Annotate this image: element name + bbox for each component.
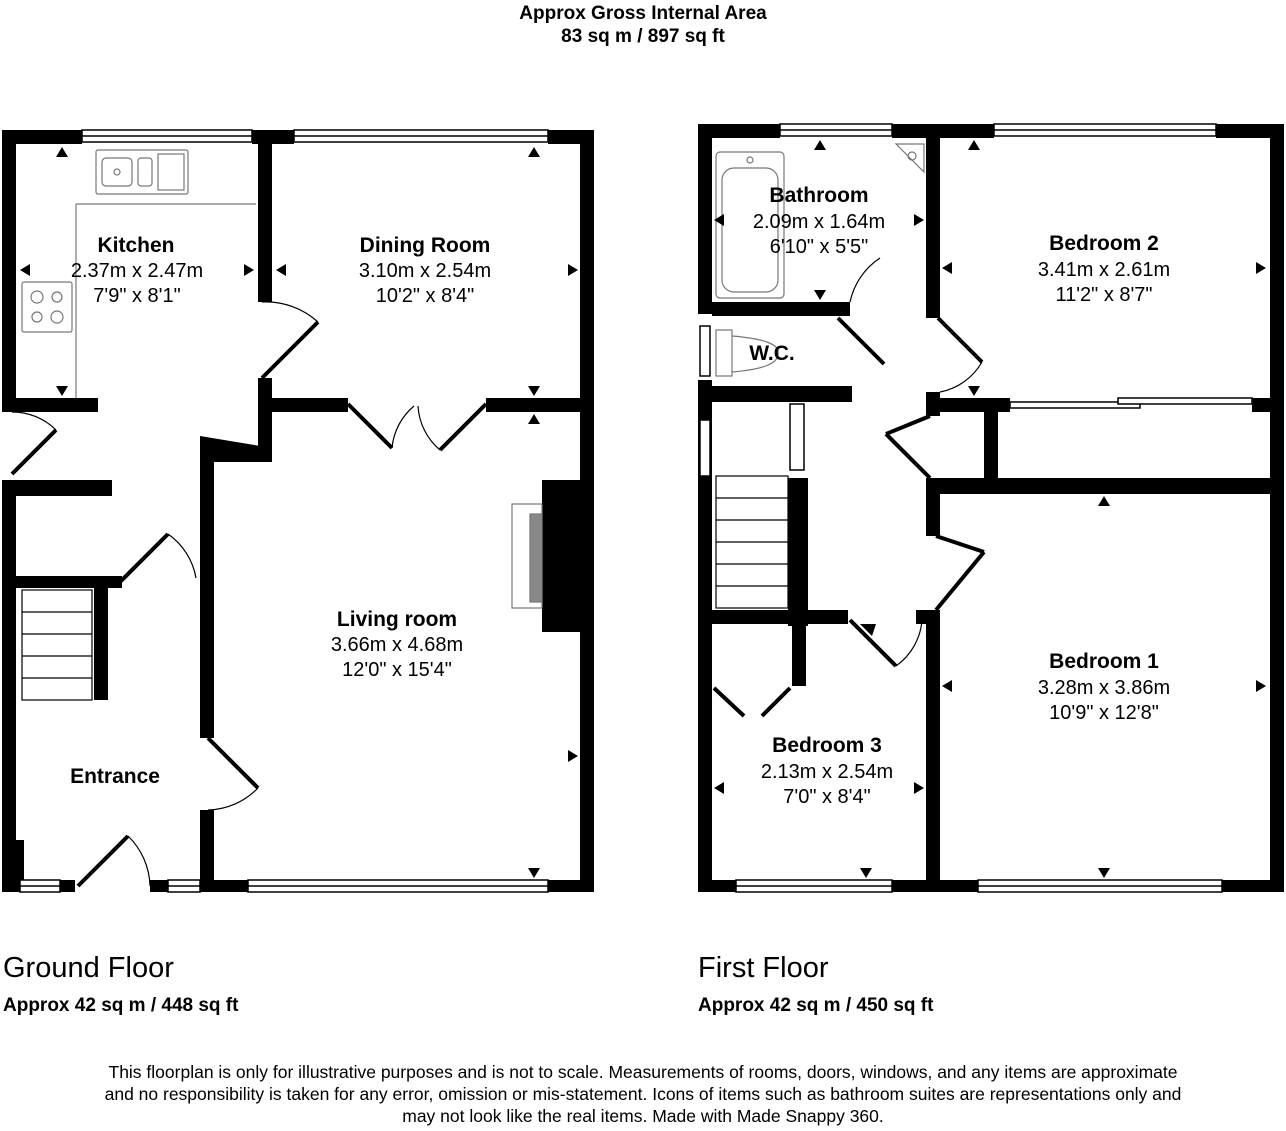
toilet-icon <box>716 330 732 376</box>
kitchen-metric: 2.37m x 2.47m <box>70 260 204 282</box>
bedroom1-name: Bedroom 1 <box>1049 650 1159 673</box>
kitchen-imperial: 7'9" x 8'1" <box>93 285 181 307</box>
bedroom1-imperial: 10'9" x 12'8" <box>1049 702 1159 724</box>
bedroom2-metric: 3.41m x 2.61m <box>1037 259 1171 281</box>
sink-icon <box>96 150 188 194</box>
living-metric: 3.66m x 4.68m <box>330 634 464 656</box>
first-stairs <box>716 476 788 608</box>
bedroom3-metric: 2.13m x 2.54m <box>760 761 894 783</box>
bedroom1-metric: 3.28m x 3.86m <box>1037 677 1171 699</box>
disclaimer-line-3: may not look like the real items. Made with Made Snappy 360. <box>402 1106 884 1126</box>
wc-name: W.C. <box>749 342 795 365</box>
living-imperial: 12'0" x 15'4" <box>342 659 452 681</box>
bedroom3-name: Bedroom 3 <box>772 734 882 757</box>
living-name: Living room <box>336 608 458 631</box>
bedroom3-imperial: 7'0" x 8'4" <box>783 786 871 808</box>
ground-floor-doors <box>12 302 486 886</box>
bathroom-name: Bathroom <box>769 184 869 207</box>
first-floor-title: First Floor <box>698 952 829 984</box>
bathroom-imperial: 6'10" x 5'5" <box>769 236 869 258</box>
header-total-area: 83 sq m / 897 sq ft <box>561 26 725 47</box>
dining-imperial: 10'2" x 8'4" <box>375 285 475 307</box>
disclaimer <box>30 1061 1256 1127</box>
header-title: Approx Gross Internal Area <box>519 3 767 24</box>
bathroom-fixtures <box>716 144 924 376</box>
hob-icon <box>22 282 72 332</box>
first-floor-plan <box>698 124 1284 892</box>
disclaimer-line-2: and no responsibility is taken for any error, omission or mis-statement. Icons of items such as bathroom suites are representations only and <box>104 1084 1182 1104</box>
kitchen-name: Kitchen <box>97 234 175 257</box>
ground-floor-area: Approx 42 sq m / 448 sq ft <box>3 995 239 1016</box>
ground-stairs <box>22 590 92 700</box>
basin-icon <box>896 144 924 172</box>
ground-floor-title: Ground Floor <box>3 952 174 984</box>
entrance-name: Entrance <box>70 765 160 788</box>
first-floor-area: Approx 42 sq m / 450 sq ft <box>698 995 934 1016</box>
kitchen-fixtures <box>22 150 542 608</box>
bedroom2-name: Bedroom 2 <box>1049 232 1159 255</box>
dining-metric: 3.10m x 2.54m <box>358 260 492 282</box>
ground-floor-plan <box>2 130 594 892</box>
dining-name: Dining Room <box>359 234 491 257</box>
bathroom-metric: 2.09m x 1.64m <box>752 211 886 233</box>
disclaimer-line-1: This floorplan is only for illustrative purposes and is not to scale. Measurements of rooms, doors, windows, and any items are approximate <box>108 1062 1178 1082</box>
bedroom2-imperial: 11'2" x 8'7" <box>1055 284 1153 306</box>
